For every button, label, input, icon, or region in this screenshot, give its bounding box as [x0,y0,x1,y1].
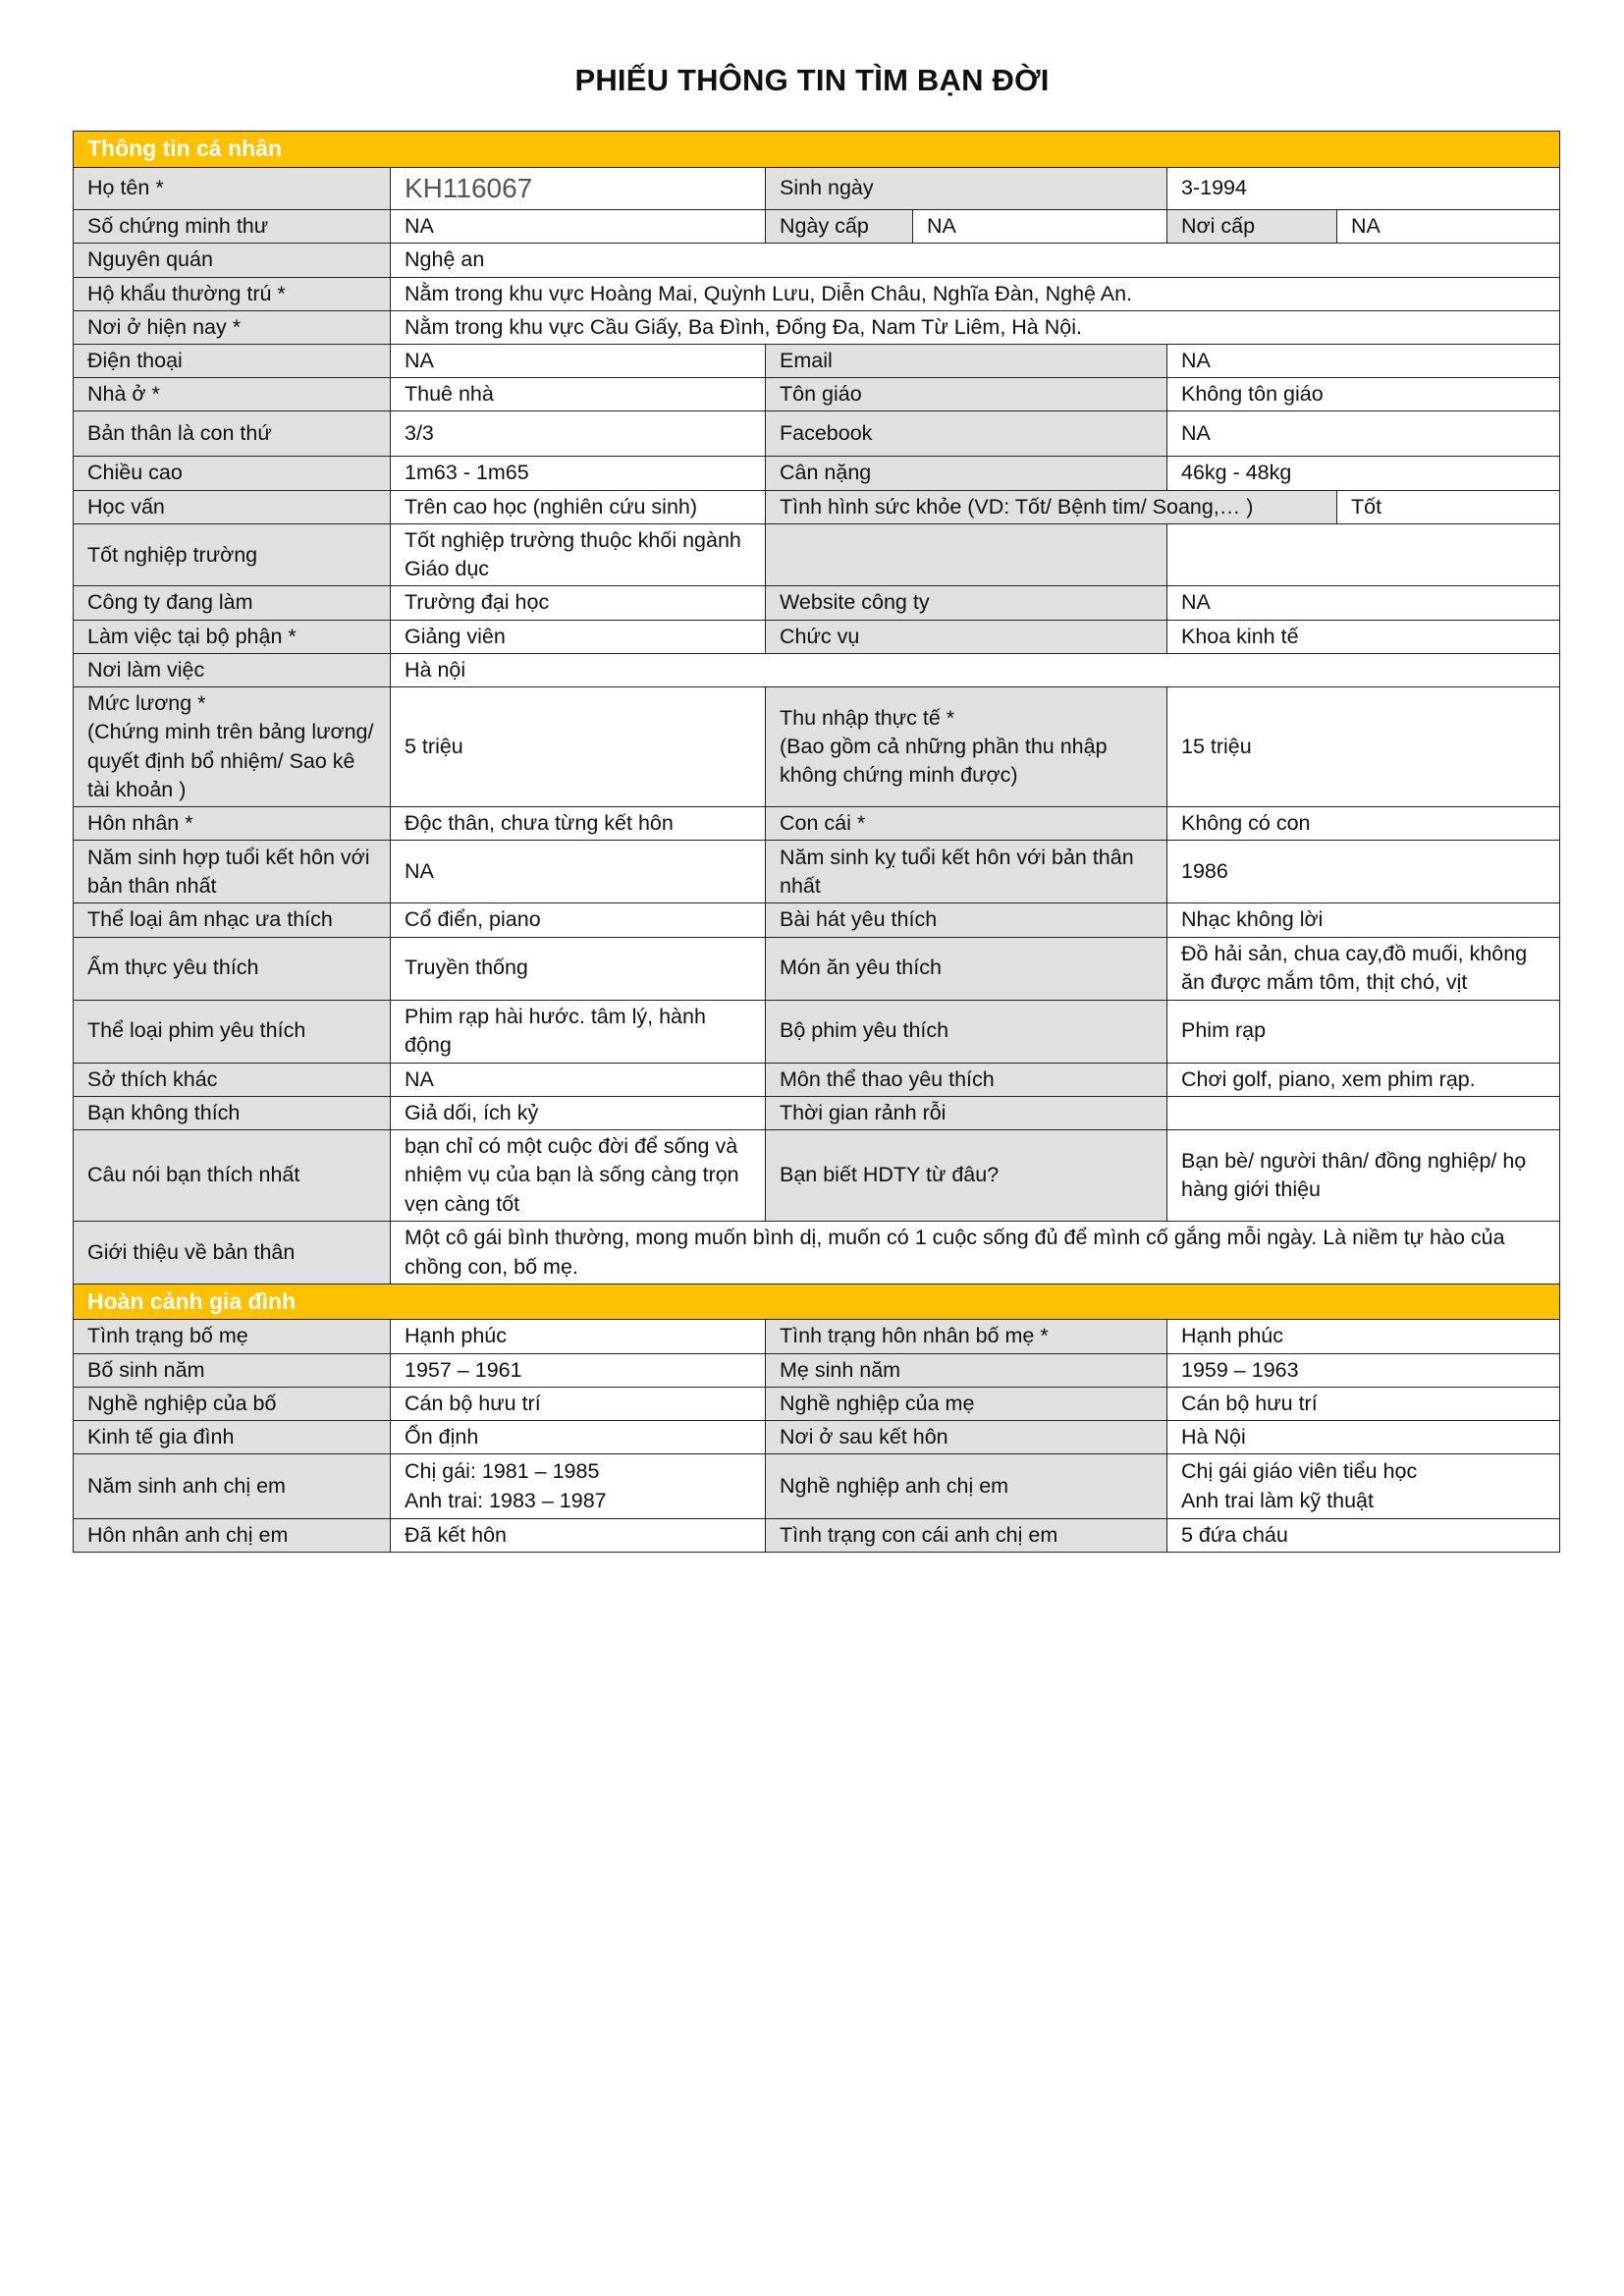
field-value-siblings-jobs [1167,1454,1560,1519]
field-value: Hạnh phúc [1167,1320,1560,1353]
field-label: Tốt nghiệp trường [74,523,391,585]
table-row [74,345,1560,378]
field-label: Họ tên * [74,168,391,210]
table-row [74,210,1560,244]
field-value: Chị gái: 1981 – 1985 [405,1459,600,1484]
field-label: Hôn nhân * [74,807,391,841]
section-header-family [74,1285,1560,1320]
field-value: NA [391,345,766,378]
field-value: Phim rạp hài hước. tâm lý, hành động [391,1000,766,1063]
field-value: Chơi golf, piano, xem phim rạp. [1167,1063,1560,1096]
field-value: Ổn định [391,1420,766,1453]
field-label: Nghề nghiệp của mẹ [766,1387,1167,1420]
field-value: 5 đứa cháu [1167,1519,1560,1553]
field-label: Số chứng minh thư [74,210,391,244]
table-row [74,937,1560,1000]
field-label: Bản thân là con thứ [74,411,391,457]
field-label: Nơi ở sau kết hôn [766,1420,1167,1453]
field-label: Tình trạng con cái anh chị em [766,1519,1167,1553]
field-value: NA [1167,411,1560,457]
field-value: NA [391,1063,766,1096]
field-label: Nơi ở hiện nay * [74,310,391,344]
field-value: 1m63 - 1m65 [391,457,766,490]
field-label: Sinh ngày [766,168,1167,210]
field-label: Thời gian rảnh rỗi [766,1096,1167,1129]
field-value: Nghệ an [391,244,1560,277]
field-label: Tình trạng hôn nhân bố mẹ * [766,1320,1167,1353]
field-value [1167,1096,1560,1129]
field-value: NA [1337,210,1560,244]
table-row [74,1130,1560,1222]
field-value: 5 triệu [391,687,766,807]
field-value: Đã kết hôn [391,1519,766,1553]
table-row [74,277,1560,310]
field-value: Truyền thống [391,937,766,1000]
table-row [74,1519,1560,1553]
field-label: Con cái * [766,807,1167,841]
table-row [74,586,1560,620]
field-label: Giới thiệu về bản thân [74,1222,391,1285]
table-row [74,490,1560,523]
table-row [74,411,1560,457]
field-label: Làm việc tại bộ phận * [74,620,391,653]
field-label: Học vấn [74,490,391,523]
field-label: Tình trạng bố mẹ [74,1320,391,1353]
page-title: PHIẾU THÔNG TIN TÌM BẠN ĐỜI [574,63,1050,97]
field-value: 1959 – 1963 [1167,1353,1560,1387]
field-value: Thuê nhà [391,378,766,411]
field-value: 3-1994 [1167,168,1560,210]
field-label: Bạn biết HDTY từ đâu? [766,1130,1167,1222]
field-value: NA [391,841,766,903]
field-value: Anh trai làm kỹ thuật [1181,1488,1374,1512]
field-label: Chức vụ [766,620,1167,653]
field-label: Sở thích khác [74,1063,391,1096]
field-label-note: (Bao gồm cả những phần thu nhập không chứng minh được) [780,734,1108,788]
field-label: Thể loại phim yêu thích [74,1000,391,1063]
field-label: Bố sinh năm [74,1353,391,1387]
field-label: Facebook [766,411,1167,457]
field-value: NA [1167,345,1560,378]
field-label: Thể loại âm nhạc ưa thích [74,903,391,937]
field-value: 46kg - 48kg [1167,457,1560,490]
field-label: Năm sinh kỵ tuổi kết hôn với bản thân nhất [766,841,1167,903]
field-label: Mức lương * [87,691,206,716]
field-label-salary [74,687,391,807]
field-label: Nhà ở * [74,378,391,411]
field-value: Cán bộ hưu trí [391,1387,766,1420]
field-value: Hà nội [391,653,1560,686]
field-value: Hạnh phúc [391,1320,766,1353]
field-value: 1986 [1167,841,1560,903]
table-row [74,1420,1560,1453]
field-label: Bài hát yêu thích [766,903,1167,937]
field-value: Giảng viên [391,620,766,653]
field-label-income [766,687,1167,807]
field-value: Giả dối, ích kỷ [391,1096,766,1129]
field-value: NA [391,210,766,244]
table-row [74,807,1560,841]
field-value: Nhạc không lời [1167,903,1560,937]
field-value: Không tôn giáo [1167,378,1560,411]
field-label: Câu nói bạn thích nhất [74,1130,391,1222]
section-title: Thông tin cá nhân [74,132,1560,168]
table-row [74,310,1560,344]
field-label: Tình hình sức khỏe (VD: Tốt/ Bệnh tim/ Soang,… ) [766,490,1337,523]
field-label: Nghề nghiệp anh chị em [766,1454,1167,1519]
field-label: Kinh tế gia đình [74,1420,391,1453]
field-value: Khoa kinh tế [1167,620,1560,653]
field-label: Cân nặng [766,457,1167,490]
field-label: Website công ty [766,586,1167,620]
field-value: Trường đại học [391,586,766,620]
table-row [74,1222,1560,1285]
field-label: Bộ phim yêu thích [766,1000,1167,1063]
field-label: Thu nhập thực tế * [780,705,955,730]
field-value: Hà Nội [1167,1420,1560,1453]
field-value: Tốt nghiệp trường thuộc khối ngành Giáo dục [391,523,766,585]
table-row [74,620,1560,653]
field-value: Không có con [1167,807,1560,841]
field-value-siblings-years [391,1454,766,1519]
field-label: Ẩm thực yêu thích [74,937,391,1000]
field-value: KH116067 [391,168,766,210]
field-label-note: (Chứng minh trên bảng lương/ quyết định bổ nhiệm/ Sao kê tài khoản ) [87,720,374,801]
field-value: 3/3 [391,411,766,457]
table-row [74,1096,1560,1129]
field-label: Bạn không thích [74,1096,391,1129]
field-label: Nguyên quán [74,244,391,277]
table-row [74,168,1560,210]
field-value: Phim rạp [1167,1000,1560,1063]
field-value: Độc thân, chưa từng kết hôn [391,807,766,841]
table-row [74,378,1560,411]
field-value: NA [913,210,1167,244]
section-header-personal [74,132,1560,168]
table-row [74,1000,1560,1063]
field-label: Ngày cấp [766,210,913,244]
field-label: Mẹ sinh năm [766,1353,1167,1387]
field-value: NA [1167,586,1560,620]
field-value: Cổ điển, piano [391,903,766,937]
table-row [74,1454,1560,1519]
field-label: Năm sinh hợp tuổi kết hôn với bản thân nhất [74,841,391,903]
field-value: 15 triệu [1167,687,1560,807]
table-row [74,1063,1560,1096]
field-label: Nơi cấp [1167,210,1337,244]
field-label: Email [766,345,1167,378]
field-label: Chiều cao [74,457,391,490]
field-label: Tôn giáo [766,378,1167,411]
table-row [74,841,1560,903]
field-value: Một cô gái bình thường, mong muốn bình dị, muốn có 1 cuộc sống đủ để mình cố gắng mỗi ngày. Là niềm tự hào của chồng con, bố mẹ. [391,1222,1560,1285]
field-value: Tốt [1337,490,1560,523]
field-value: Đồ hải sản, chua cay,đồ muối, không ăn được mắm tôm, thịt chó, vịt [1167,937,1560,1000]
field-value: Anh trai: 1983 – 1987 [405,1488,607,1512]
field-label: Môn thể thao yêu thích [766,1063,1167,1096]
empty-cell [1167,523,1560,585]
empty-cell [766,523,1167,585]
field-label: Món ăn yêu thích [766,937,1167,1000]
table-row [74,244,1560,277]
table-row [74,1387,1560,1420]
field-value: Cán bộ hưu trí [1167,1387,1560,1420]
field-value: bạn chỉ có một cuộc đời để sống và nhiệm vụ của bạn là sống càng trọn vẹn càng tốt [391,1130,766,1222]
field-value: Chị gái giáo viên tiểu học [1181,1459,1418,1484]
field-label: Năm sinh anh chị em [74,1454,391,1519]
section-title: Hoàn cảnh gia đình [74,1285,1560,1320]
table-row [74,457,1560,490]
field-label: Hộ khẩu thường trú * [74,277,391,310]
field-value: Nằm trong khu vực Cầu Giấy, Ba Đình, Đống Đa, Nam Từ Liêm, Hà Nội. [391,310,1560,344]
field-label: Nghề nghiệp của bố [74,1387,391,1420]
field-label: Nơi làm việc [74,653,391,686]
table-row [74,903,1560,937]
field-value: 1957 – 1961 [391,1353,766,1387]
field-label: Công ty đang làm [74,586,391,620]
info-form-table [73,131,1560,1553]
table-row [74,1353,1560,1387]
table-row [74,687,1560,807]
table-row [74,653,1560,686]
field-value: Bạn bè/ người thân/ đồng nghiệp/ họ hàng giới thiệu [1167,1130,1560,1222]
field-value: Trên cao học (nghiên cứu sinh) [391,490,766,523]
table-row [74,1320,1560,1353]
field-value: Nằm trong khu vực Hoàng Mai, Quỳnh Lưu, Diễn Châu, Nghĩa Đàn, Nghệ An. [391,277,1560,310]
field-label: Điện thoại [74,345,391,378]
table-row [74,523,1560,585]
field-label: Hôn nhân anh chị em [74,1519,391,1553]
